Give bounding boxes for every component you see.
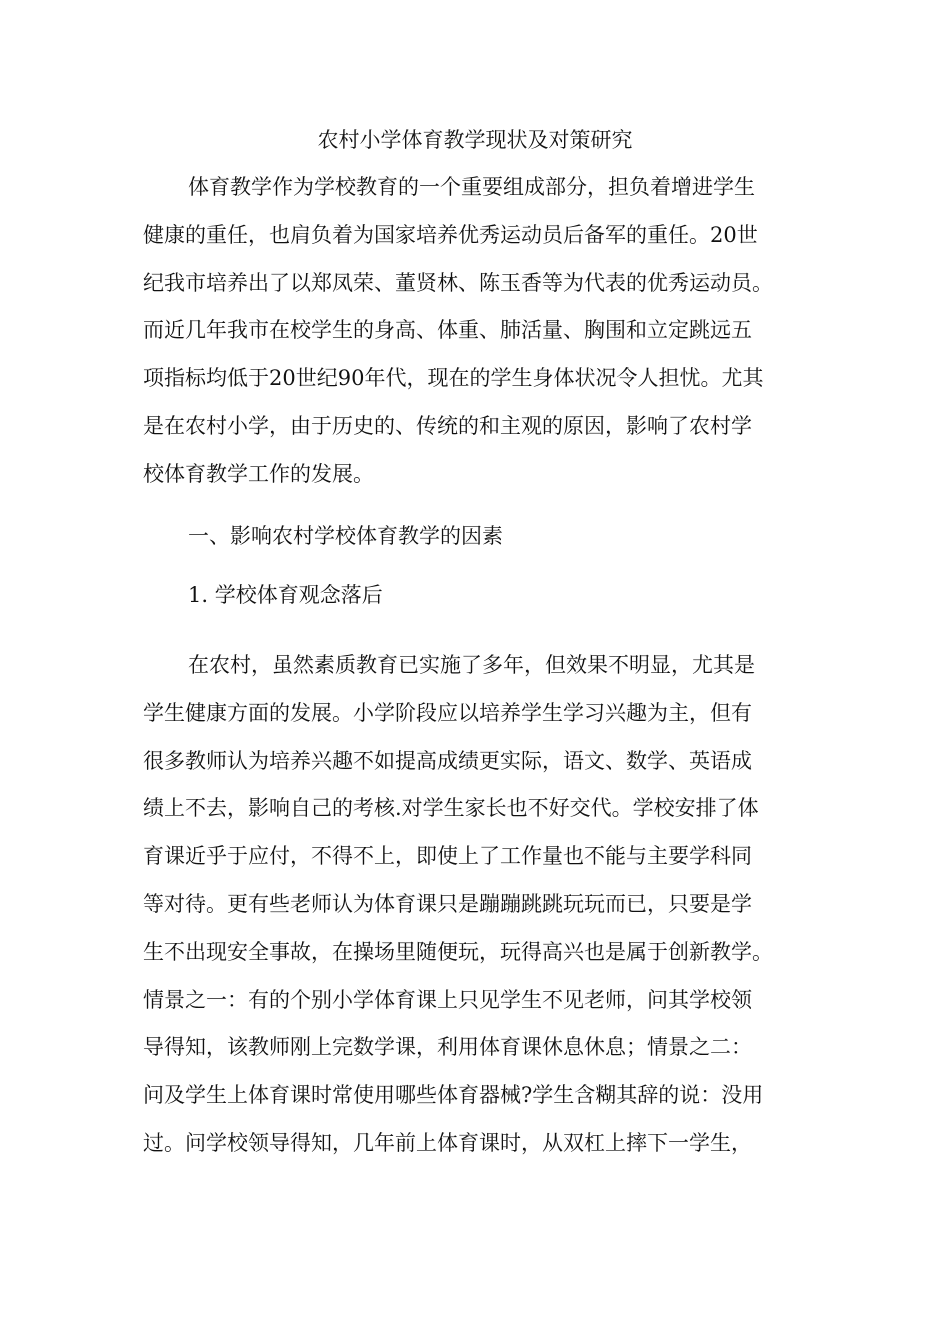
paragraph-line: 导得知，该教师刚上完数学课，利用体育课休息休息；情景之二： [143,1035,752,1060]
paragraph-line: 项指标均低于20世纪90年代，现在的学生身体状况令人担忧。尤其 [143,366,764,391]
paragraph-line: 问及学生上体育课时常使用哪些体育器械?学生含糊其辞的说：没用 [143,1083,764,1108]
paragraph-line: 生不出现安全事故，在操场里随便玩，玩得高兴也是属于创新教学。 [143,939,773,964]
intro-paragraph [143,164,815,499]
paragraph-line: 而近几年我市在校学生的身高、体重、肺活量、胸围和立定跳远五 [143,318,752,343]
document-title: 农村小学体育教学现状及对策研究 [317,128,633,152]
section-heading: 一、影响农村学校体育教学的因素 [188,524,503,548]
paragraph-line: 体育教学作为学校教育的一个重要组成部分，担负着增进学生 [188,175,755,199]
paragraph-line: 育课近乎于应付，不得不上，即使上了工作量也不能与主要学科同 [143,844,752,869]
body-paragraph [143,642,815,1168]
paragraph-line: 等对待。更有些老师认为体育课只是蹦蹦跳跳玩玩而已，只要是学 [143,891,752,916]
subsection-heading: 1. 学校体育观念落后 [188,583,383,607]
paragraph-line: 是在农村小学，由于历史的、传统的和主观的原因，影响了农村学 [143,413,752,438]
paragraph-line: 很多教师认为培养兴趣不如提高成绩更实际，语文、数学、英语成 [143,748,752,773]
paragraph-line: 校体育教学工作的发展。 [143,461,374,486]
paragraph-line: 健康的重任，也肩负着为国家培养优秀运动员后备军的重任。20世 [143,222,758,247]
paragraph-line: 在农村，虽然素质教育已实施了多年，但效果不明显，尤其是 [188,653,755,677]
paragraph-line: 过。问学校领导得知，几年前上体育课时，从双杠上摔下一学生， [143,1130,752,1155]
paragraph-line: 纪我市培养出了以郑凤荣、董贤林、陈玉香等为代表的优秀运动员。 [143,270,773,295]
paragraph-line: 绩上不去，影响自己的考核.对学生家长也不好交代。学校安排了体 [143,796,759,821]
paragraph-line: 学生健康方面的发展。小学阶段应以培养学生学习兴趣为主，但有 [143,700,752,725]
paragraph-line: 情景之一：有的个别小学体育课上只见学生不见老师，问其学校领 [143,987,752,1012]
